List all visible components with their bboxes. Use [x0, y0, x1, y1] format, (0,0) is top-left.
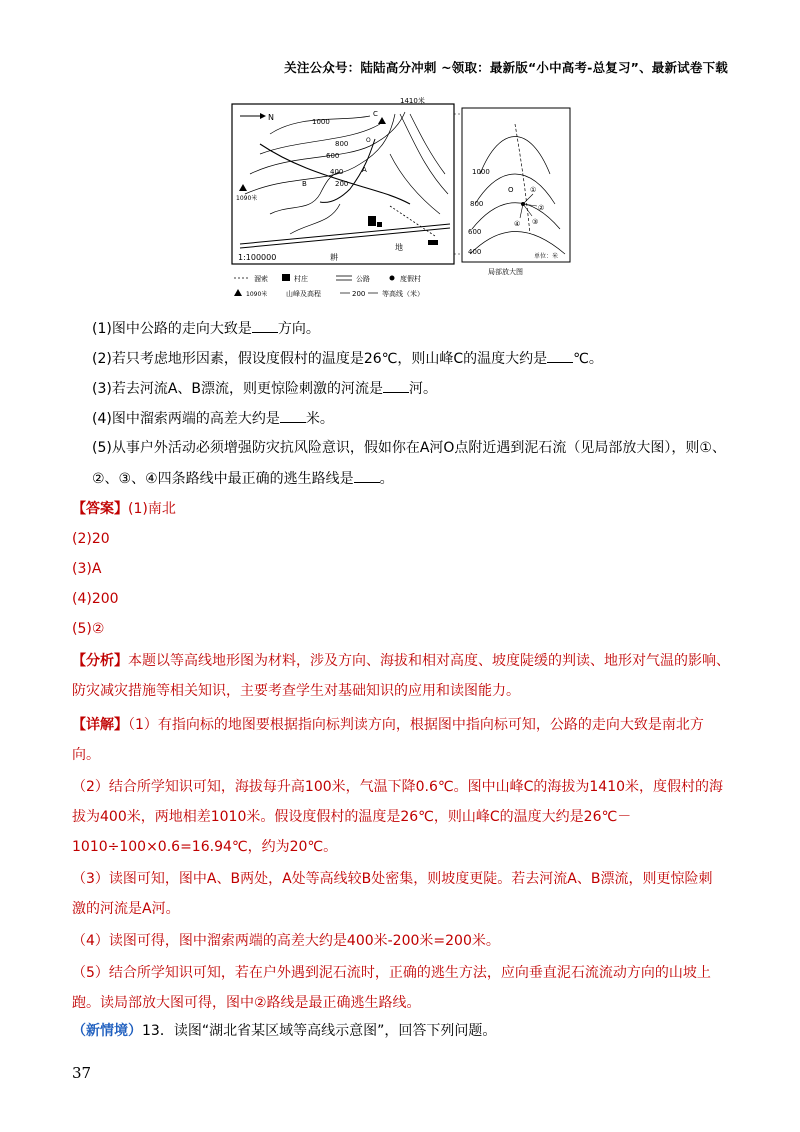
inset-contour-400: 400 — [468, 248, 482, 256]
answer-item-1: (1)南北 — [128, 501, 176, 517]
analysis-line-2: 防灾减灾措施等相关知识，主要考查学生对基础知识的应用和读图能力。 — [72, 683, 520, 699]
legend-resort: 度假村 — [400, 275, 421, 283]
contour-400: 400 — [330, 168, 344, 176]
scale-label: 1:100000 — [238, 253, 277, 262]
legend-village: 村庄 — [294, 275, 308, 283]
answer-line-1 — [72, 494, 732, 524]
detail-line-10: 跑。读局部放大图可得，图中②路线是最正确逃生路线。 — [72, 995, 421, 1011]
contour-600: 600 — [326, 152, 340, 160]
inset-contour-800: 800 — [470, 200, 484, 208]
detail-line-5: 1010÷100×0.6=16.94℃，约为20℃。 — [72, 839, 338, 855]
question-3-suffix: 河。 — [409, 381, 438, 397]
analysis-line-1 — [72, 646, 732, 676]
inset-title: 局部放大图 — [488, 268, 523, 276]
detail-line-2: 向。 — [72, 747, 100, 763]
question-2-text: (2)若只考虑地形因素，假设度假村的温度是26℃，则山峰C的温度大约是 — [92, 351, 548, 367]
left-peak-height: 1090米 — [236, 195, 258, 202]
detail-tag: 【详解】 — [72, 717, 128, 733]
question-4 — [92, 408, 334, 429]
label-b: B — [302, 180, 307, 188]
question-1-text: (1)图中公路的走向大致是 — [92, 321, 252, 337]
north-label: N — [268, 113, 274, 122]
inset-contour-600: 600 — [468, 228, 482, 236]
field-label-2: 地 — [395, 243, 403, 252]
answer-blank — [280, 408, 306, 423]
answer-item-3: (3)A — [72, 561, 102, 577]
field-label: 耕 — [330, 253, 338, 262]
detail-line-7: 激的河流是A河。 — [72, 901, 180, 917]
answer-blank — [547, 348, 573, 363]
question-1-suffix: 方向。 — [277, 321, 320, 337]
route-3: ③ — [532, 218, 539, 226]
contour-200: 200 — [335, 180, 349, 188]
route-1: ① — [530, 186, 537, 194]
analysis-tag: 【分析】 — [72, 653, 128, 669]
inset-contour-1000: 1000 — [472, 168, 490, 176]
route-4: ④ — [514, 220, 521, 228]
peak-height: 1410米 — [400, 97, 425, 105]
answer-tag: 【答案】 — [72, 501, 128, 517]
question-3 — [92, 378, 437, 399]
detail-line-3: （2）结合所学知识可知，海拔每升高100米，气温下降0.6℃。图中山峰C的海拔为1410米，度假村的海 — [72, 779, 724, 795]
inset-unit: 单位：米 — [534, 253, 559, 260]
contour-1000: 1000 — [312, 118, 330, 126]
question-2-suffix: ℃。 — [573, 351, 603, 367]
peak-label-c: C — [373, 110, 378, 118]
legend-road: 公路 — [356, 275, 370, 283]
legend-cable: 溜索 — [254, 275, 268, 283]
question-5-suffix: 。 — [379, 471, 394, 487]
detail-line-8: （4）读图可得，图中溜索两端的高差大约是400米-200米=200米。 — [72, 933, 500, 949]
page-header: 关注公众号：陆陆高分冲刺 ~领取：最新版“小中高考-总复习”、最新试卷下载 — [284, 60, 728, 75]
question-5-text-cont: ②、③、④四条路线中最正确的逃生路线是 — [92, 471, 354, 487]
legend-contour-desc: 等高线（米） — [382, 290, 424, 298]
question-2 — [92, 348, 603, 369]
label-o: O — [366, 137, 371, 144]
analysis-text-1: 本题以等高线地形图为材料，涉及方向、海拔和相对高度、坡度陡缓的判读、地形对气温的影响、 — [128, 653, 730, 669]
answer-item-2: (2)20 — [72, 531, 110, 547]
contour-map-figure — [230, 94, 575, 302]
detail-line-1 — [72, 710, 732, 740]
question-1 — [92, 318, 320, 339]
question-3-text: (3)若去河流A、B漂流，则更惊险刺激的河流是 — [92, 381, 384, 397]
legend-contour-value: 200 — [352, 290, 366, 298]
question-4-suffix: 米。 — [305, 411, 334, 427]
detail-p1-text: （1）有指向标的地图要根据指向标判读方向，根据图中指向标可知，公路的走向大致是南北方 — [128, 717, 704, 733]
question-5-text: (5)从事户外活动必须增强防灾抗风险意识，假如你在A河O点附近遇到泥石流（见局部放大图），则①、 — [92, 440, 726, 456]
label-a: A — [362, 166, 367, 174]
next-question — [72, 1016, 732, 1046]
detail-line-4: 拔为400米，两地相差1010米。假设度假村的温度是26℃，则山峰C的温度大约是26℃－ — [72, 809, 632, 825]
question-4-text: (4)图中溜索两端的高差大约是 — [92, 411, 280, 427]
legend-peak-desc: 山峰及高程 — [286, 290, 321, 298]
route-2: ② — [538, 204, 545, 212]
answer-item-4: (4)200 — [72, 591, 119, 607]
detail-line-9: （5）结合所学知识可知，若在户外遇到泥石流时，正确的逃生方法，应向垂直泥石流流动方向的山坡上 — [72, 965, 711, 981]
answer-item-5: (5)② — [72, 621, 105, 637]
legend-peak-height: 1090米 — [246, 291, 268, 298]
contour-800: 800 — [335, 140, 349, 148]
next-question-text: 13．读图“湖北省某区域等高线示意图”，回答下列问题。 — [142, 1023, 497, 1039]
answer-blank — [354, 468, 380, 483]
detail-line-6: （3）读图可知，图中A、B两处，A处等高线较B处密集，则坡度更陡。若去河流A、B漂流，则更惊险刺 — [72, 871, 713, 887]
new-context-tag: （新情境） — [72, 1023, 142, 1039]
answer-blank — [383, 378, 409, 393]
question-5-line-1 — [92, 438, 726, 458]
question-5-line-2 — [92, 468, 394, 489]
page-number: 37 — [72, 1064, 92, 1082]
answer-blank — [252, 318, 278, 333]
inset-o-label: O — [508, 186, 514, 194]
